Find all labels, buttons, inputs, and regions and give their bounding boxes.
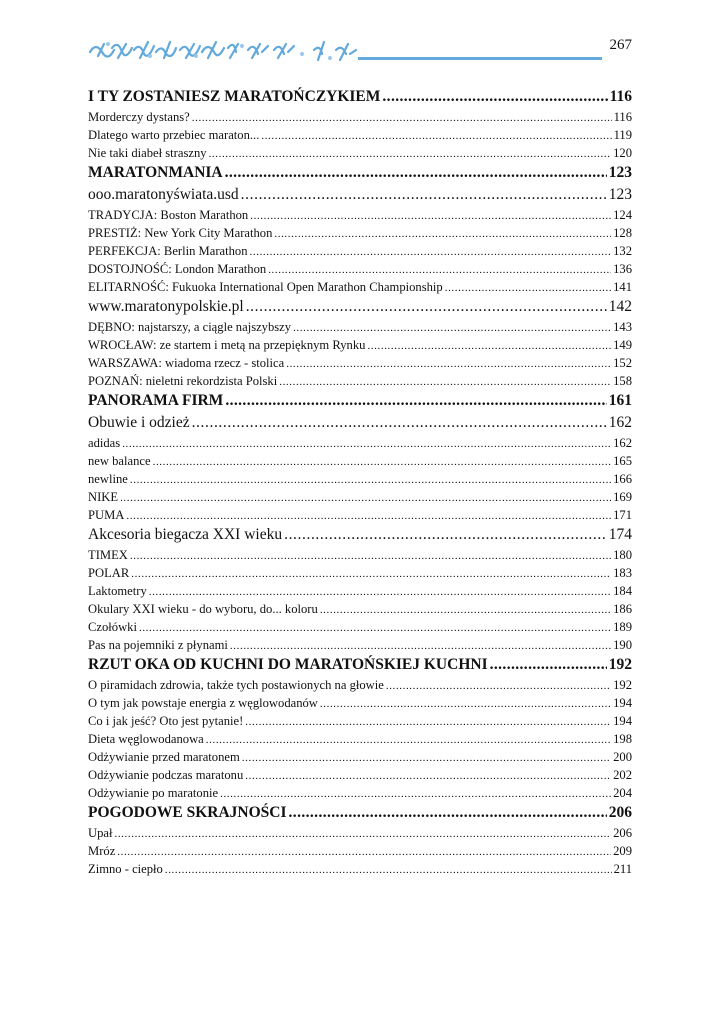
toc-entry <box>88 260 632 278</box>
toc-entry <box>88 618 632 636</box>
toc-entry-page: 152 <box>613 356 632 370</box>
toc-entry-page: 184 <box>613 584 632 598</box>
toc-entry-page: 194 <box>613 714 632 728</box>
toc-entry-title: Obuwie i odzież <box>88 414 190 431</box>
toc-entry-page: 194 <box>613 696 632 710</box>
toc-entry-title: O piramidach zdrowia, także tych postawionych na głowie <box>88 678 384 692</box>
toc-entry-page: 158 <box>613 374 632 388</box>
toc-entry-title: newline <box>88 472 128 486</box>
dot-leader <box>165 860 612 879</box>
toc-entry <box>88 676 632 694</box>
toc-entry <box>88 546 632 564</box>
toc-entry-page: 198 <box>613 732 632 746</box>
toc-entry-page: 161 <box>608 392 632 409</box>
toc-entry <box>88 748 632 766</box>
toc-entry-page: 149 <box>613 338 632 352</box>
toc-entry-title: Pas na pojemniki z płynami <box>88 638 228 652</box>
toc-entry <box>88 506 632 524</box>
dot-leader <box>274 224 611 243</box>
toc-chapter <box>88 802 632 824</box>
toc-entry <box>88 488 632 506</box>
dot-leader <box>367 336 611 355</box>
dot-leader <box>250 206 611 225</box>
toc-entry-page: 132 <box>613 244 632 258</box>
toc-entry <box>88 766 632 784</box>
table-of-contents <box>88 86 632 878</box>
toc-entry-page: 128 <box>613 226 632 240</box>
toc-entry-title: POGODOWE SKRAJNOŚCI <box>88 804 287 821</box>
toc-entry-title: MARATONMANIA <box>88 164 223 181</box>
toc-entry-page: 171 <box>613 508 632 522</box>
toc-entry <box>88 336 632 354</box>
toc-entry <box>88 582 632 600</box>
toc-entry-title: Nie taki diabeł straszny <box>88 146 207 160</box>
toc-entry-title: new balance <box>88 454 151 468</box>
toc-entry-title: Akcesoria biegacza XXI wieku <box>88 526 283 543</box>
toc-entry-page: 180 <box>613 548 632 562</box>
dot-leader <box>153 452 612 471</box>
toc-chapter <box>88 654 632 676</box>
toc-entry-page: 206 <box>613 826 632 840</box>
toc-chapter <box>88 390 632 412</box>
dot-leader <box>320 600 611 619</box>
toc-entry-title: POZNAŃ: nieletni rekordzista Polski <box>88 374 278 388</box>
dot-leader <box>320 694 611 713</box>
toc-entry-title: Czołówki <box>88 620 137 634</box>
dot-leader <box>245 712 611 731</box>
toc-entry-page: 200 <box>613 750 632 764</box>
toc-entry-title: www.maratonypolskie.pl <box>88 298 244 315</box>
toc-entry <box>88 784 632 802</box>
toc-entry-title: Upał <box>88 826 113 840</box>
dot-leader <box>206 730 611 749</box>
dot-leader <box>289 802 607 824</box>
toc-entry <box>88 712 632 730</box>
dot-leader <box>220 784 611 803</box>
dot-leader <box>268 260 611 279</box>
toc-entry-page: 166 <box>613 472 632 486</box>
dot-leader <box>192 108 612 127</box>
toc-entry-page: 183 <box>613 566 632 580</box>
toc-entry-title: O tym jak powstaje energia z węglowodanów <box>88 696 318 710</box>
toc-entry-title: Morderczy dystans? <box>88 110 190 124</box>
dot-leader <box>246 296 607 318</box>
toc-entry <box>88 108 632 126</box>
toc-entry <box>88 242 632 260</box>
toc-entry-page: 204 <box>613 786 632 800</box>
toc-entry <box>88 730 632 748</box>
dot-leader <box>293 318 611 337</box>
toc-entry <box>88 144 632 162</box>
toc-entry-title: DĘBNO: najstarszy, a ciągle najszybszy <box>88 320 292 334</box>
dot-leader <box>445 278 611 297</box>
dot-leader <box>131 564 611 583</box>
toc-section <box>88 412 632 434</box>
toc-entry-page: 116 <box>609 88 632 105</box>
toc-entry-page: 165 <box>613 454 632 468</box>
toc-entry-page: 162 <box>608 414 632 431</box>
dot-leader <box>130 546 611 565</box>
toc-entry <box>88 318 632 336</box>
toc-entry-page: 189 <box>613 620 632 634</box>
toc-entry-title: PANORAMA FIRM <box>88 392 224 409</box>
toc-entry-title: ooo.maratonyświata.usd <box>88 186 239 203</box>
toc-entry <box>88 860 632 878</box>
toc-entry-page: 119 <box>613 128 632 142</box>
dot-leader <box>126 506 611 525</box>
dot-leader <box>225 162 607 184</box>
dot-leader <box>284 524 607 546</box>
dot-leader <box>279 372 611 391</box>
toc-entry <box>88 694 632 712</box>
toc-entry-title: Odżywianie przed maratonem <box>88 750 240 764</box>
dot-leader <box>117 842 611 861</box>
dot-leader <box>139 618 611 637</box>
dot-leader <box>242 748 611 767</box>
toc-entry <box>88 600 632 618</box>
toc-entry-title: DOSTOJNOŚĆ: London Marathon <box>88 262 267 276</box>
toc-entry-page: 124 <box>613 208 632 222</box>
toc-entry-title: RZUT OKA OD KUCHNI DO MARATOŃSKIEJ KUCHNI <box>88 656 488 673</box>
toc-entry-page: 142 <box>608 298 632 315</box>
toc-section <box>88 296 632 318</box>
dot-leader <box>209 144 612 163</box>
dot-leader <box>120 488 611 507</box>
dot-leader <box>149 582 611 601</box>
toc-entry <box>88 278 632 296</box>
dot-leader <box>192 412 607 434</box>
dot-leader <box>382 86 607 108</box>
toc-entry-page: 169 <box>613 490 632 504</box>
toc-entry-title: Okulary XXI wieku - do wyboru, do... koloru <box>88 602 318 616</box>
toc-entry-title: Laktometry <box>88 584 147 598</box>
toc-entry-title: Zimno - ciepło <box>88 862 163 876</box>
dot-leader <box>490 654 607 676</box>
toc-entry-title: PERFEKCJA: Berlin Marathon <box>88 244 248 258</box>
toc-entry-title: Dieta węglowodanowa <box>88 732 204 746</box>
toc-entry-title: TRADYCJA: Boston Marathon <box>88 208 249 222</box>
toc-entry-title: ELITARNOŚĆ: Fukuoka International Open Marathon Championship <box>88 280 443 294</box>
page-header <box>88 34 632 66</box>
ornament-icon <box>88 38 358 64</box>
dot-leader <box>241 184 607 206</box>
toc-entry-page: 123 <box>608 164 632 181</box>
toc-entry <box>88 470 632 488</box>
toc-entry-title: NIKE <box>88 490 119 504</box>
toc-entry <box>88 824 632 842</box>
toc-entry <box>88 206 632 224</box>
toc-entry <box>88 452 632 470</box>
toc-entry <box>88 224 632 242</box>
toc-entry-page: 206 <box>608 804 632 821</box>
toc-entry-page: 116 <box>613 110 632 124</box>
toc-entry-page: 123 <box>608 186 632 203</box>
dot-leader <box>261 126 611 145</box>
dot-leader <box>245 766 611 785</box>
toc-entry-page: 120 <box>613 146 632 160</box>
toc-entry-title: Odżywianie po maratonie <box>88 786 219 800</box>
toc-entry-page: 162 <box>613 436 632 450</box>
toc-entry-page: 136 <box>613 262 632 276</box>
toc-entry-title: PRESTIŻ: New York City Marathon <box>88 226 273 240</box>
header-rule <box>358 57 602 60</box>
toc-entry <box>88 842 632 860</box>
toc-entry <box>88 126 632 144</box>
dot-leader <box>250 242 612 261</box>
toc-section <box>88 184 632 206</box>
toc-entry <box>88 434 632 452</box>
toc-entry-title: Co i jak jeść? Oto jest pytanie! <box>88 714 244 728</box>
toc-entry-title: PUMA <box>88 508 125 522</box>
toc-entry-title: adidas <box>88 436 121 450</box>
toc-entry-title: Mróz <box>88 844 116 858</box>
toc-entry-page: 186 <box>613 602 632 616</box>
toc-entry <box>88 564 632 582</box>
toc-chapter <box>88 162 632 184</box>
dot-leader <box>230 636 611 655</box>
toc-entry-page: 202 <box>613 768 632 782</box>
toc-entry-title: Odżywianie podczas maratonu <box>88 768 244 782</box>
toc-entry-title: WARSZAWA: wiadoma rzecz - stolica <box>88 356 285 370</box>
toc-entry-page: 190 <box>613 638 632 652</box>
toc-chapter <box>88 86 632 108</box>
toc-entry-page: 141 <box>613 280 632 294</box>
toc-entry <box>88 354 632 372</box>
toc-entry-title: WROCŁAW: ze startem i metą na przepięknym Rynku <box>88 338 366 352</box>
dot-leader <box>114 824 611 843</box>
toc-entry-page: 192 <box>608 656 632 673</box>
toc-entry-page: 211 <box>613 862 632 876</box>
page-number: 267 <box>609 37 632 53</box>
toc-entry-page: 143 <box>613 320 632 334</box>
dot-leader <box>130 470 611 489</box>
toc-entry <box>88 372 632 390</box>
dot-leader <box>225 390 606 412</box>
toc-entry-title: I TY ZOSTANIESZ MARATOŃCZYKIEM <box>88 88 381 105</box>
toc-entry-page: 192 <box>613 678 632 692</box>
toc-entry-page: 174 <box>608 526 632 543</box>
toc-entry-page: 209 <box>613 844 632 858</box>
toc-entry-title: POLAR <box>88 566 130 580</box>
toc-entry <box>88 636 632 654</box>
dot-leader <box>122 434 611 453</box>
dot-leader <box>386 676 611 695</box>
toc-entry-title: Dlatego warto przebiec maraton... <box>88 128 260 142</box>
dot-leader <box>286 354 611 373</box>
toc-entry-title: TIMEX <box>88 548 128 562</box>
toc-section <box>88 524 632 546</box>
